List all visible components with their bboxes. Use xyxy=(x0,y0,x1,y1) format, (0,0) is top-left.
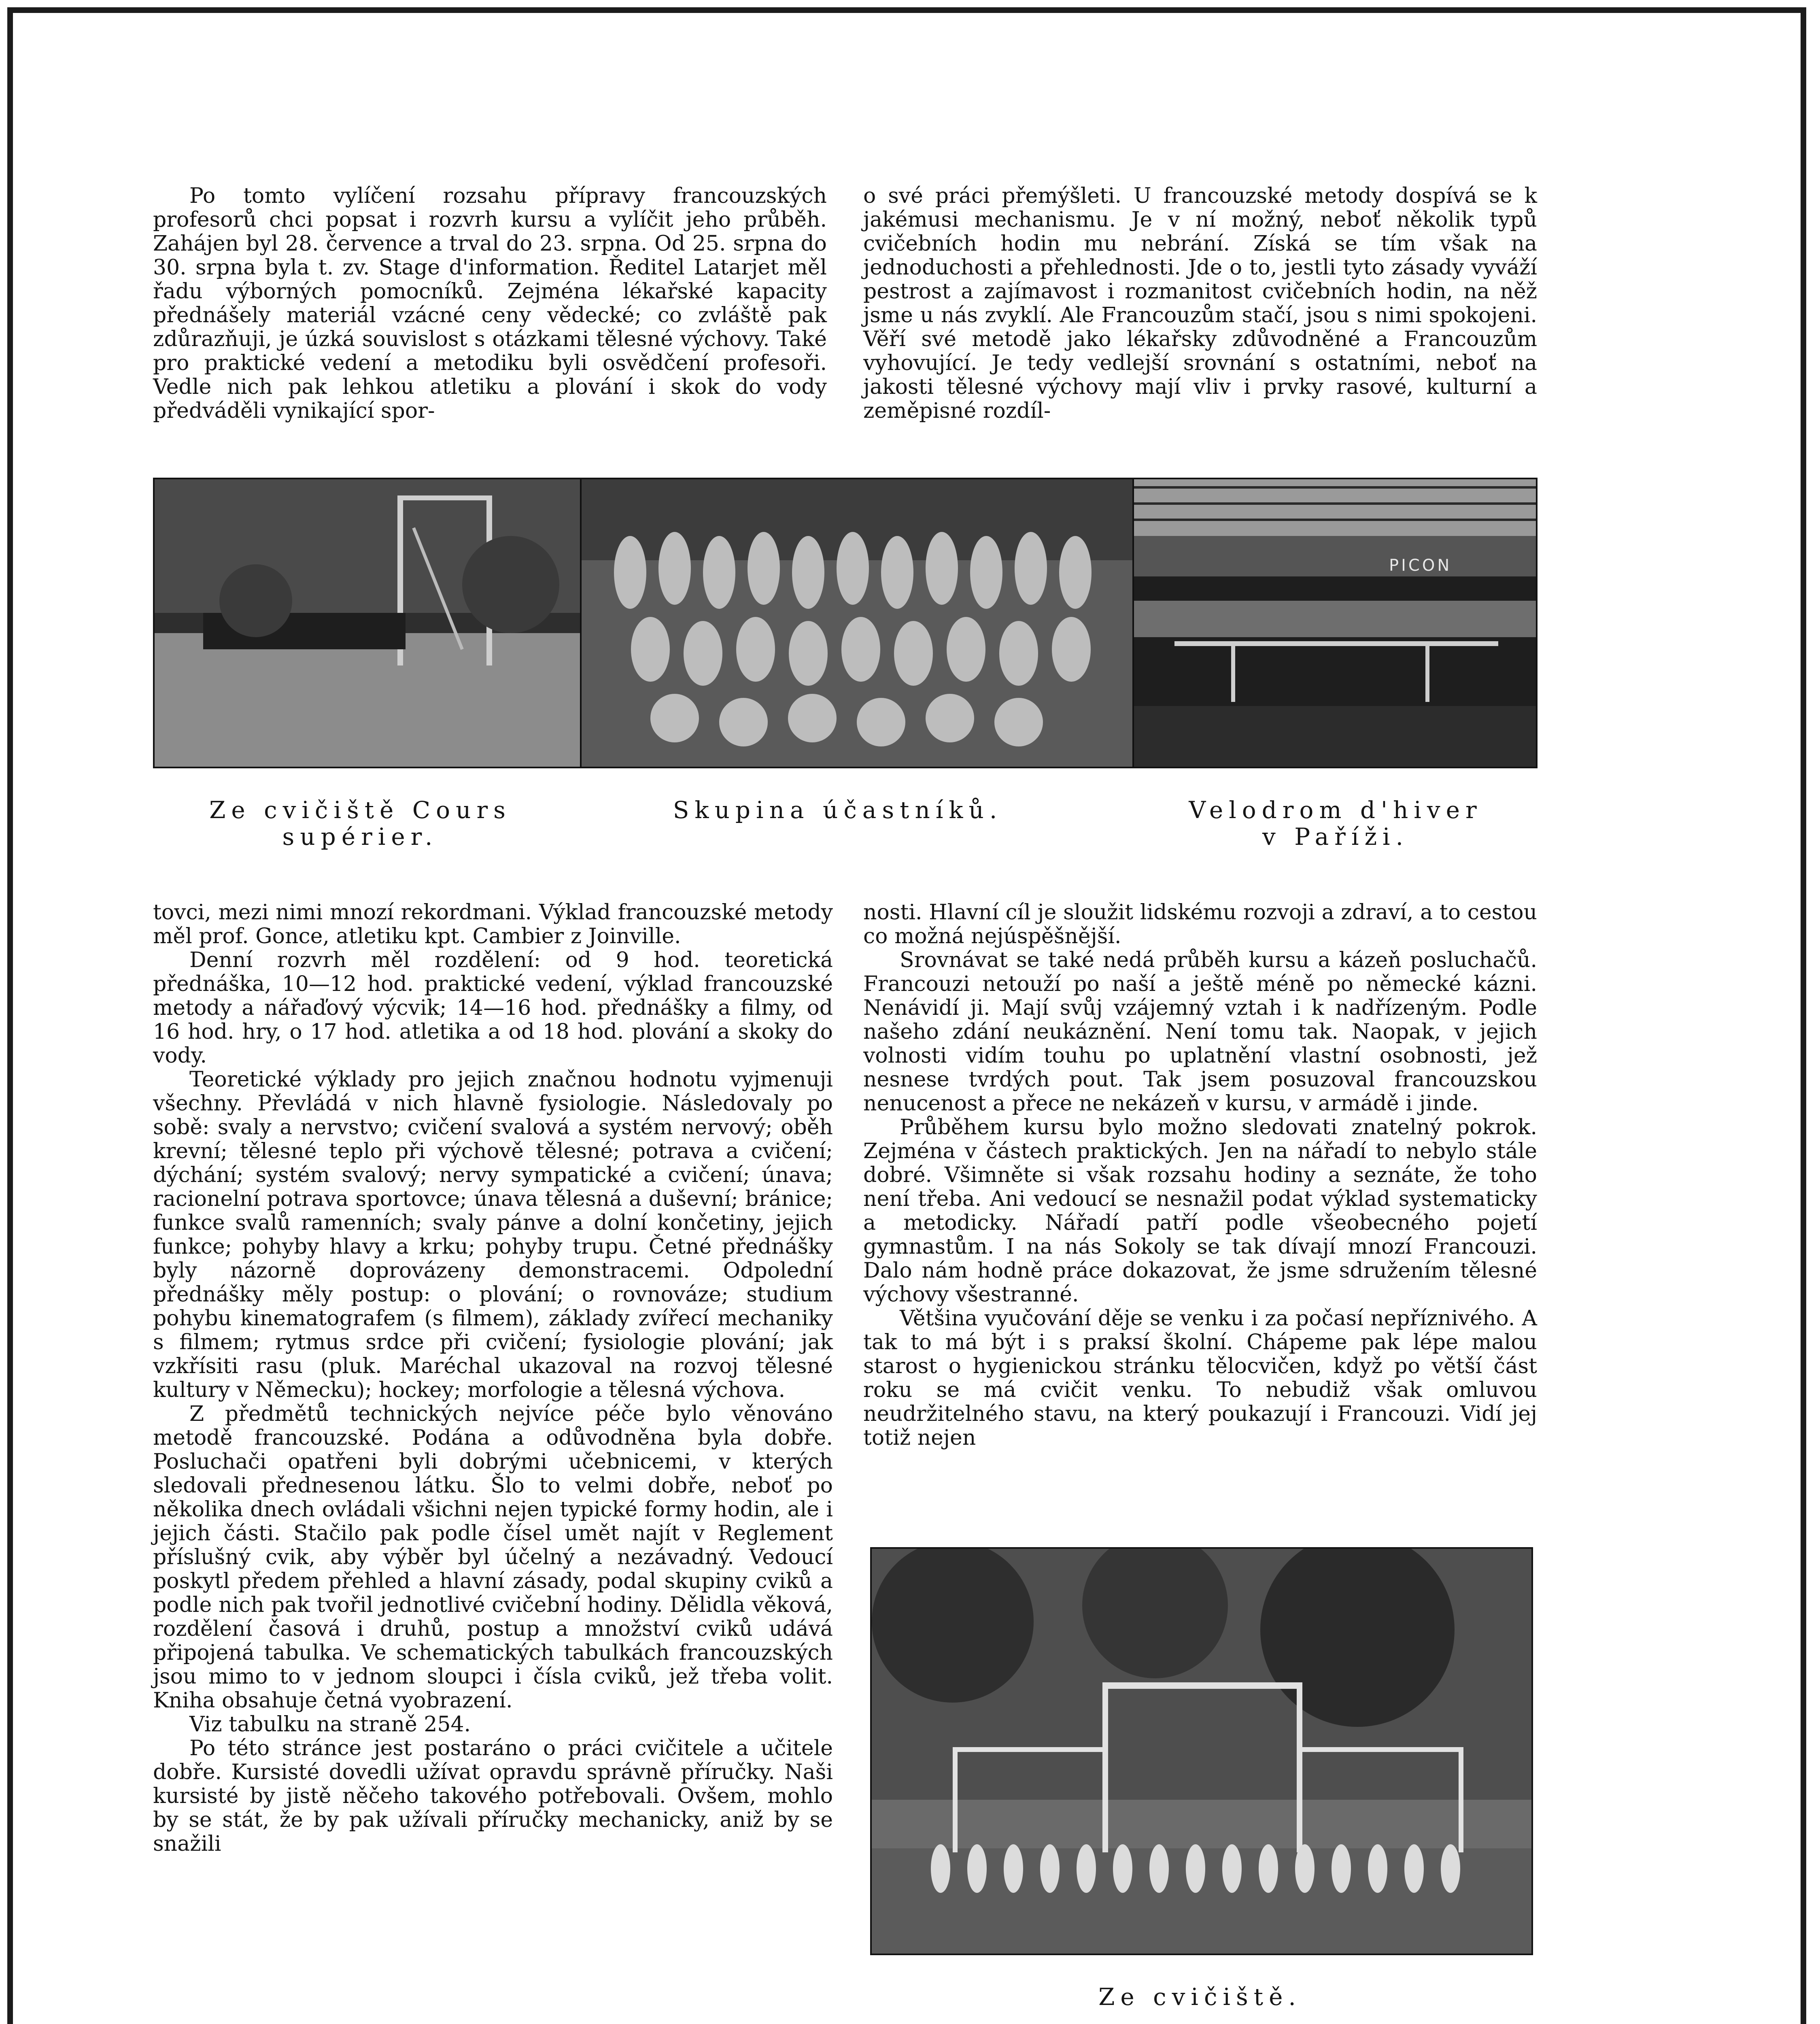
top-right-column xyxy=(863,184,1537,423)
paragraph: Denní rozvrh měl rozdělení: od 9 hod. teoretická přednáška, 10—12 hod. praktické vedení, výklad francouzské metody a nářaďový výcvik; 14—16 hod. přednášky a filmy, od 16 hod. hry, o 17 hod. atletika a od 18 hod. plování a skoky do vody. xyxy=(153,948,833,1068)
lower-left-column xyxy=(153,901,833,1856)
caption-cviciste: Ze cvičiště. xyxy=(1098,1983,1302,2011)
paragraph: Z předmětů technických nejvíce péče bylo věnováno metodě francouzské. Podána a odůvodněna byla dobře. Posluchači opatřeni byli dobrými učebnicemi, v kterých sledovali přednesenou látku. Šlo to velmi dobře, neboť po několika dnech ovládali všichni nejen typické formy hodin, ale i jejich části. Stačilo pak podle čísel umět najít v Reglement příslušný cvik, aby výběr byl účelný a nezávadný. Vedoucí poskytl předem přehled a hlavní zásady, podal skupiny cviků a podle nich pak tvořil jednotlivé cvičební hodiny. Dělidla věková, rozdělení časová i druhů, postup a množství cviků udává připojená tabulka. Ve schematických tabulkách francouzských jsou mimo to v jednom sloupci i čísla cviků, jež třeba volit. Kniha obsahuje četná vyobrazení. xyxy=(153,1402,833,1713)
photo-group-participants xyxy=(580,478,1136,768)
paragraph: Viz tabulku na straně 254. xyxy=(189,1712,471,1737)
paragraph: Po této stránce jest postaráno o práci cvičitele a učitele dobře. Kursisté dovedli užívat opravdu správně příručky. Naši kursisté by jistě něčeho takového potřebovali. Ovšem, mohlo by se stát, že by pak užívali příručky mechanicky, aniž by se snažili xyxy=(153,1736,833,1856)
paragraph: tovci, mezi nimi mnozí rekordmani. Výklad francouzské metody měl prof. Gonce, atletiku kpt. Cambier z Joinville. xyxy=(153,900,833,948)
paragraph: Po tomto vylíčení rozsahu přípravy francouzských profesorů chci popsat i rozvrh kursu a vylíčit jeho průběh. Zahájen byl 28. července a trval do 23. srpna. Od 25. srpna do 30. srpna byla t. zv. Stage d'information. Ředitel Latarjet měl řadu výborných pomocníků. Zejména lékařské kapacity přednášely materiál vzácné ceny vědecké; co zvláště pak zdůrazňuji, je úzká souvislost s otázkami tělesné výchovy. Také pro praktické vedení a metodiku byli osvědčení profesoři. Vedle nich pak lehkou atletiku a plování i skok do vody předváděli vynikající spor- xyxy=(153,184,827,423)
paragraph: Teoretické výklady pro jejich značnou hodnotu vyjmenuji všechny. Převládá v nich hlavně fysiologie. Následovaly po sobě: svaly a nervstvo; cvičení svalová a systém nervový; oběh krevní; tělesné teplo při výchově tělesné; potrava a cvičení; dýchání; systém svalový; nervy sympatické a cvičení; únava; racionelní potrava sportovce; únava tělesná a duševní; bránice; funkce svalů ramenních; svaly pánve a dolní končetiny, jejich funkce; pohyby hlavy a krku; pohyby trupu. Četné přednášky byly názorně doprovázeny demonstracemi. Odpolední přednášky měly postup: o plování; o rovnováze; studium pohybu kinematografem (s filmem), základy zvířecí mechaniky s filmem; rytmus srdce při cvičení; fysiologie plování; jak vzkřísiti rasu (pluk. Maréchal ukazoval na rozvoj tělesné kultury v Německu); hockey; morfologie a tělesná výchova. xyxy=(153,1067,833,1402)
caption-group: Skupina účastníků. xyxy=(673,796,1003,824)
photo-cviciste xyxy=(870,1547,1533,1955)
paragraph: o své práci přemýšleti. U francouzské metody dospívá se k jakémusi mechanismu. Je v ní možný, neboť několik typů cvičebních hodin mu nebrání. Získá se tím však na jednoduchosti a přehlednosti. Jde o to, jestli tyto zásady vyváží pestrost a zajímavost i rozmanitost cvičebních hodin, na něž jsme u nás zvyklí. Ale Francouzům stačí, jsou s nimi spokojeni. Věří své metodě jako lékařsky zdůvodněné a Francouzům vyhovující. Je tedy vedlejší srovnání s ostatními, neboť na jakosti tělesné výchovy mají vliv i prvky rasové, kulturní a zeměpisné rozdíl- xyxy=(863,184,1537,423)
top-left-column xyxy=(153,184,827,423)
caption-cours-superieur: Ze cvičiště Cours supérier. xyxy=(209,796,511,850)
photo-velodrom-dhiver xyxy=(1132,478,1538,768)
paragraph: nosti. Hlavní cíl je sloužit lidskému rozvoji a zdraví, a to cestou co možná nejúspěšnější. xyxy=(863,900,1537,948)
paragraph: Většina vyučování děje se venku i za počasí nepříznivého. A tak to má být i s praksí školní. Chápeme pak lépe malou starost o hygienickou stránku tělocvičen, když po větší část roku se má cvičit venku. To nebudiž však omluvou neudržitelného stavu, na který poukazují i Francouzi. Vidí jej totiž nejen xyxy=(863,1306,1537,1450)
paragraph: Průběhem kursu bylo možno sledovati znatelný pokrok. Zejména v částech praktických. Jen na nářadí to nebylo stále dobré. Všimněte si však rozsahu hodiny a seznáte, že toho není třeba. Ani vedoucí se nesnažil podat výklad systematicky a metodicky. Nářadí patří podle všeobecného pojetí gymnastům. I na nás Sokoly se tak dívají mnozí Francouzi. Dalo nám hodně práce dokazovat, že jsme sdružením tělesné výchovy všestranné. xyxy=(863,1115,1537,1307)
caption-velodrom: Velodrom d'hiver v Paříži. xyxy=(1189,796,1482,850)
picon-sign: PICON xyxy=(1389,556,1452,575)
paragraph: Srovnávat se také nedá průběh kursu a kázeň posluchačů. Francouzi netouží po naší a ještě méně po německé kázni. Nenávidí ji. Mají svůj vzájemný vztah i k nadřízeným. Podle našeho zdání neukáznění. Není tomu tak. Naopak, v jejich volnosti vidím touhu po uplatnění vlastní osobnosti, jež nesnese tvrdých pout. Tak jsem posuzoval francouzskou nenucenost a přece ne nekázeň v kursu, v armádě i jinde. xyxy=(863,948,1537,1116)
lower-right-column xyxy=(863,901,1537,1450)
photo-cours-superieur xyxy=(153,478,583,768)
